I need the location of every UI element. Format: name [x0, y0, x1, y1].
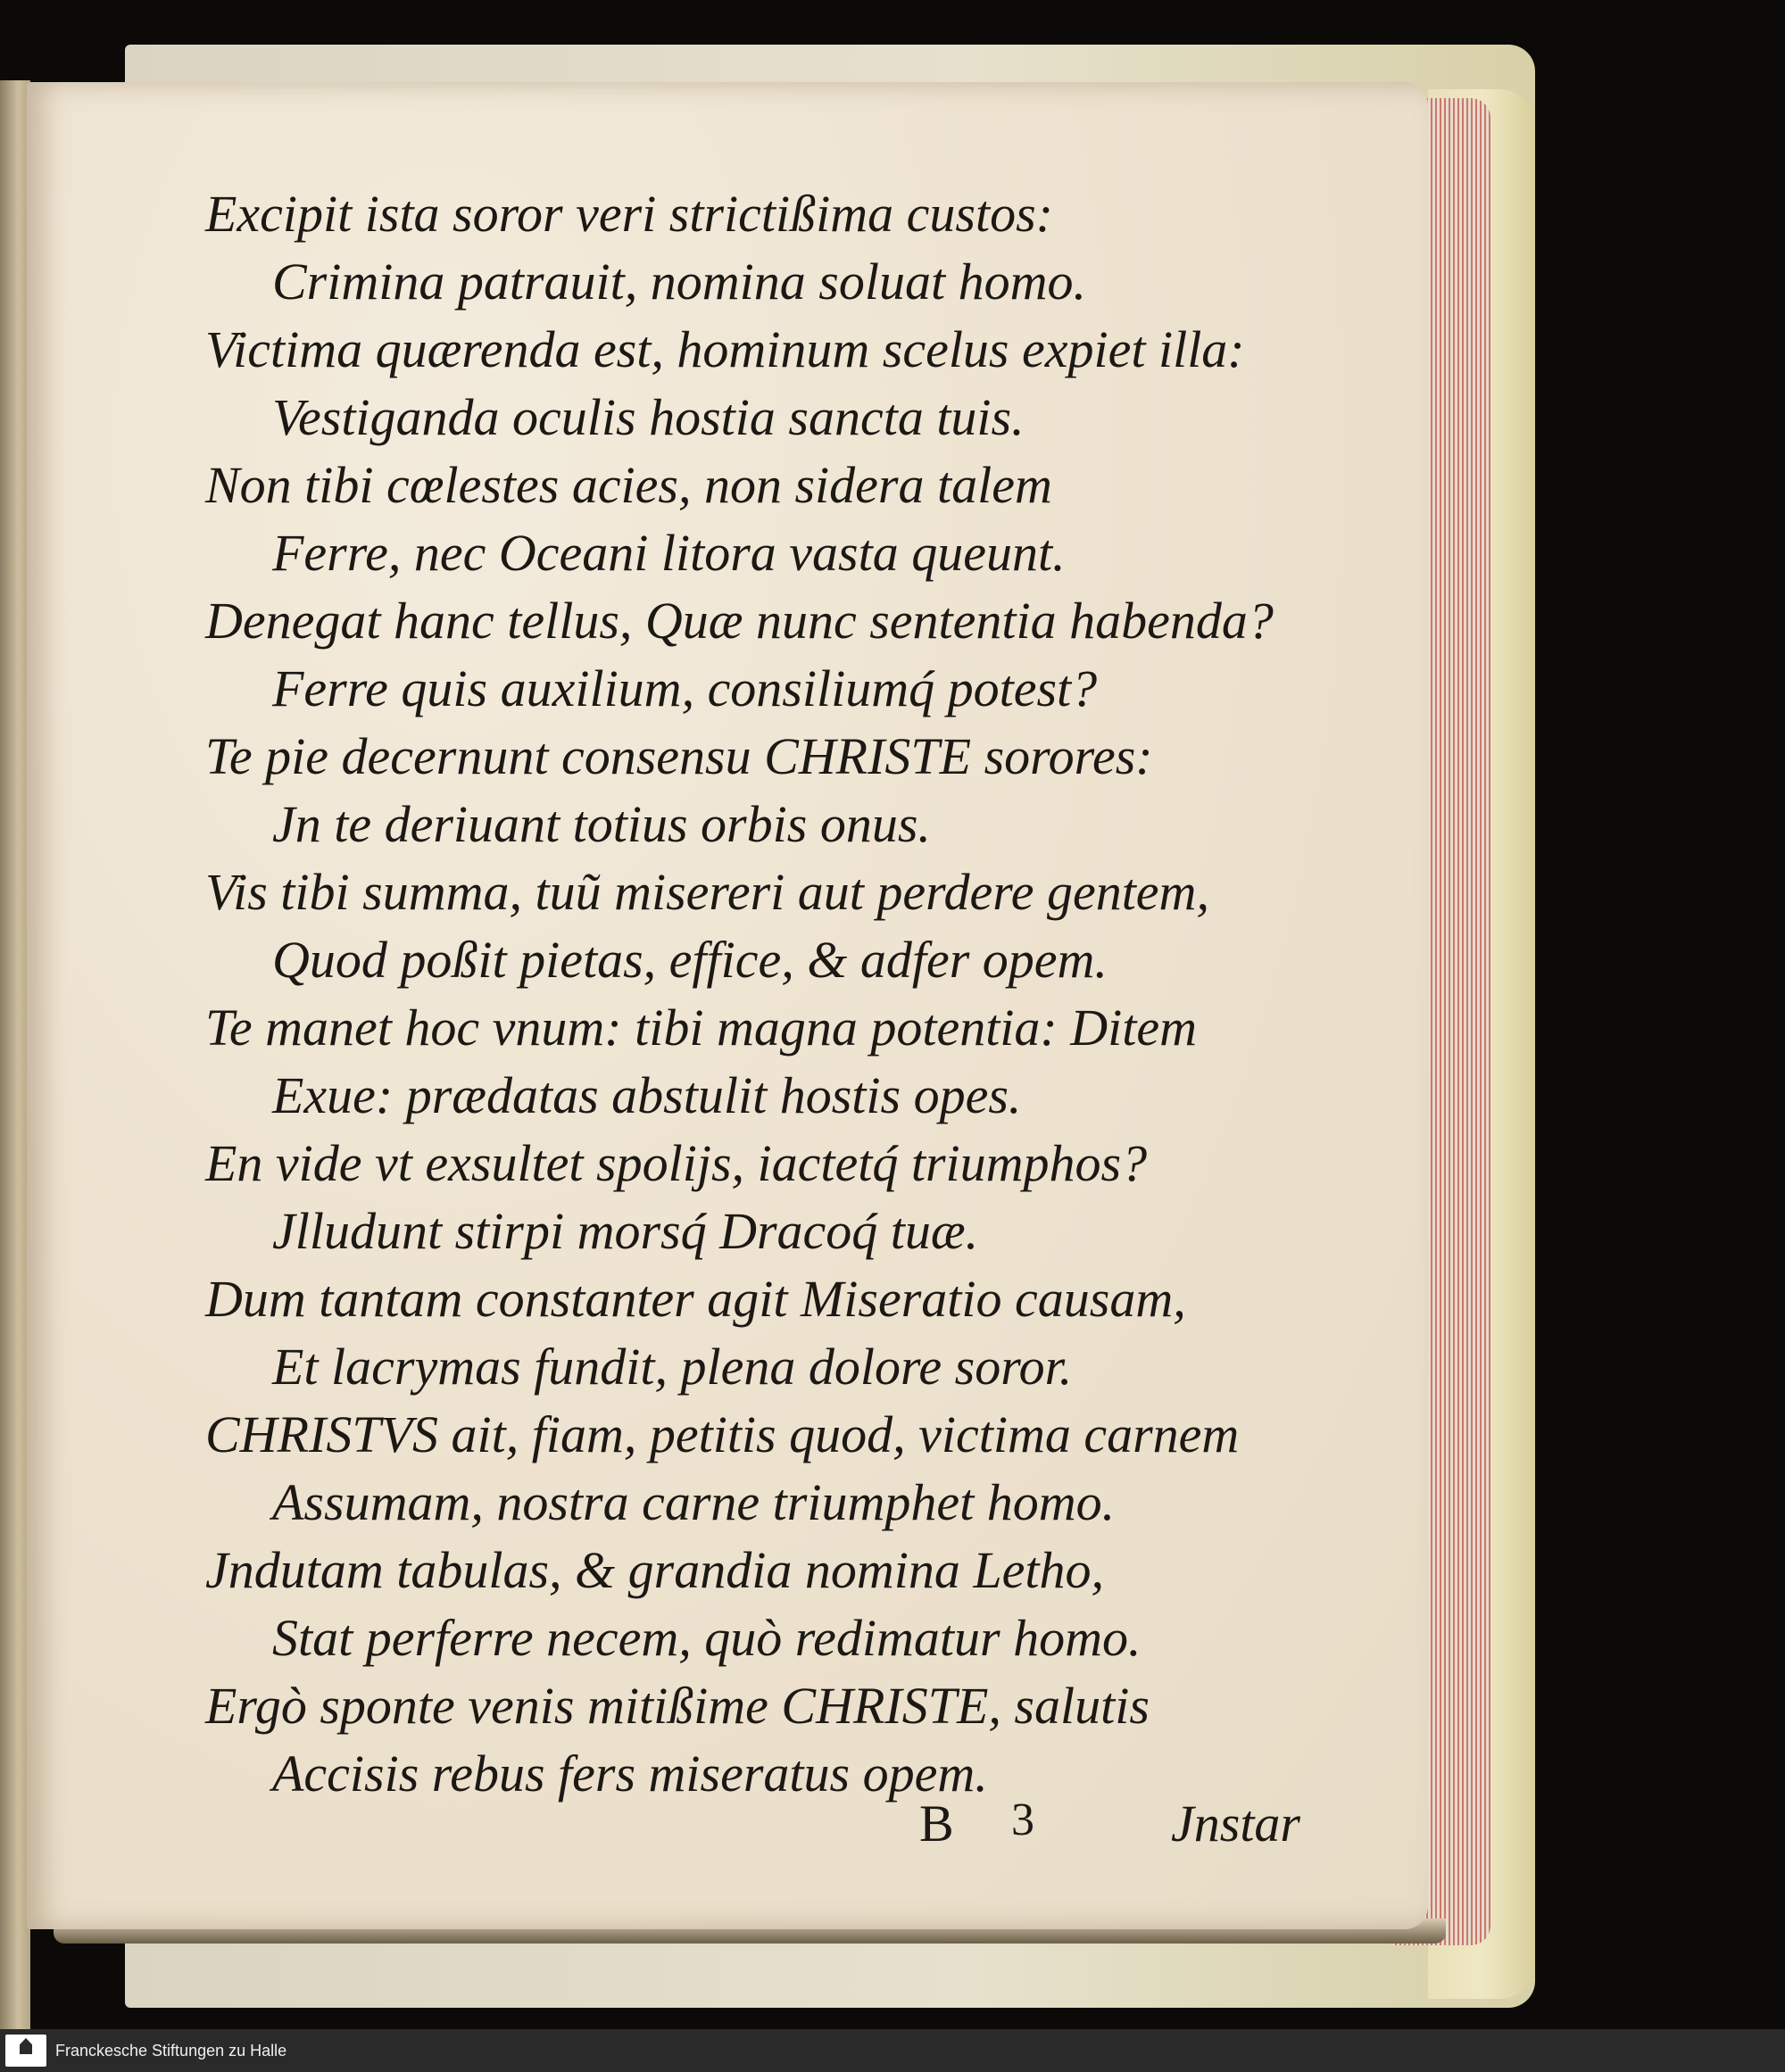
poem-line: Jn te deriuant totius orbis onus. [272, 795, 931, 853]
poem-line: Ergò sponte venis mitißime CHRISTE, salutis [205, 1677, 1150, 1735]
poem-line: CHRISTVS ait, fiam, petitis quod, victima carnem [205, 1405, 1240, 1463]
poem-line: Ferre, nec Oceani litora vasta queunt. [272, 524, 1066, 582]
poem-line: Stat perferre necem, quò redimatur homo. [272, 1609, 1142, 1667]
poem-line: Ferre quis auxilium, consiliumq́ potest? [272, 659, 1098, 717]
institution-logo-icon [5, 2035, 46, 2067]
poem-line: Exue: prædatas abstulit hostis opes. [272, 1066, 1022, 1124]
poem-line: Dum tantam constanter agit Miseratio causam, [205, 1270, 1186, 1328]
poem-line: En vide vt exsultet spolijs, iactetq́ triumphos? [205, 1134, 1148, 1192]
poem-line: Vis tibi summa, tuũ misereri aut perdere gentem, [205, 863, 1209, 921]
poem-line: Accisis rebus fers miseratus opem. [272, 1745, 988, 1803]
poem-line: Excipit ista soror veri strictißima custos: [205, 185, 1053, 243]
signature-mark-letter: B [919, 1794, 954, 1852]
facing-page-edge [0, 80, 30, 2061]
poem-line: Assumam, nostra carne triumphet homo. [272, 1473, 1116, 1531]
signature-mark-number: 3 [1011, 1794, 1034, 1845]
poem-line: Victima quærenda est, hominum scelus expiet illa: [205, 320, 1245, 378]
footer-bar [0, 2029, 1785, 2072]
poem-line: Crimina patrauit, nomina soluat homo. [272, 253, 1086, 311]
poem-line: Te manet hoc vnum: tibi magna potentia: Ditem [205, 999, 1197, 1057]
poem-line: Et lacrymas fundit, plena dolore soror. [272, 1338, 1073, 1396]
poem-line: Jlludunt stirpi morsq́ Dracoq́ tuæ. [272, 1202, 979, 1260]
poem-line: Quod poßit pietas, effice, & adfer opem. [272, 931, 1108, 989]
catchword: Jnstar [1171, 1794, 1300, 1852]
poem-line: Jndutam tabulas, & grandia nomina Letho, [205, 1541, 1104, 1599]
poem-line: Denegat hanc tellus, Quæ nunc sententia habenda? [205, 592, 1274, 650]
poem-line: Vestiganda oculis hostia sancta tuis. [272, 388, 1025, 446]
poem-line: Non tibi cœlestes acies, non sidera talem [205, 456, 1052, 514]
book-page [27, 82, 1428, 1929]
poem-line: Te pie decernunt consensu CHRISTE sorores: [205, 727, 1153, 785]
footer-institution-name: Franckesche Stiftungen zu Halle [55, 2042, 287, 2060]
poem-text [205, 180, 1366, 1808]
